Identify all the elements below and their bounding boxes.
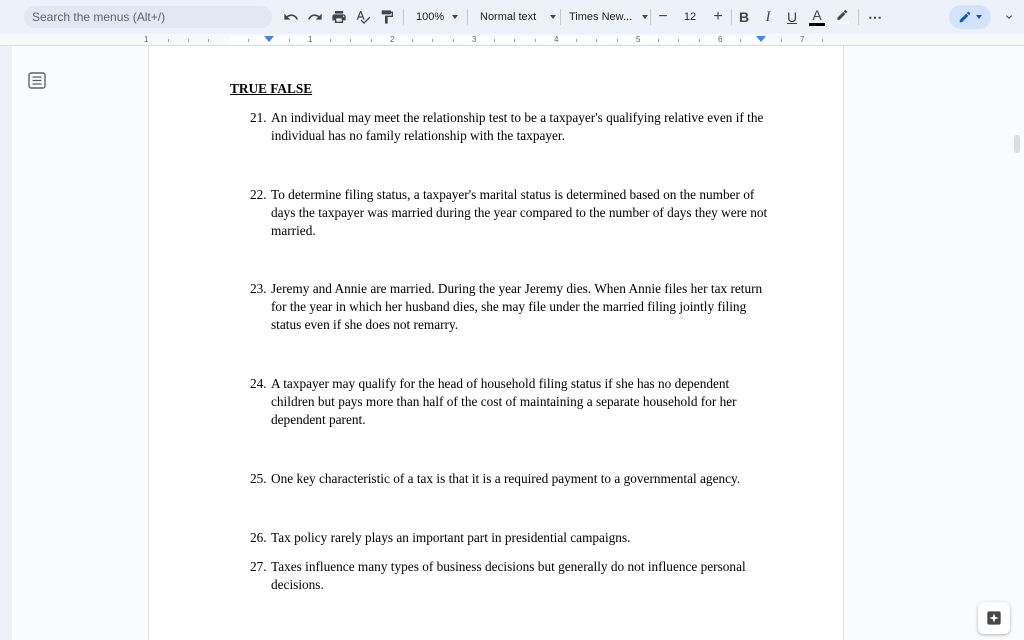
- list-item: [250, 186, 770, 240]
- font-value: Times New...: [569, 11, 633, 23]
- item-text: A taxpayer may qualify for the head of household filing status if she has no dependent children but pays more than half of the cost of maintaining a separate household for her dependent parent.: [271, 376, 737, 427]
- toolbar-divider: [560, 9, 561, 25]
- chevron-down-icon: [452, 15, 458, 19]
- chevron-down-icon: [642, 15, 648, 19]
- list-item: [250, 470, 770, 488]
- ruler-number: 1: [308, 35, 313, 44]
- ruler-number: 4: [554, 35, 559, 44]
- item-number: 23.: [250, 281, 267, 296]
- item-number: 25.: [250, 471, 267, 486]
- list-item: [250, 280, 770, 334]
- item-text: Taxes influence many types of business decisions but generally do not influence personal decisions.: [271, 559, 746, 592]
- style-select[interactable]: [480, 7, 556, 27]
- ruler-tick: [188, 39, 189, 42]
- ruler-tick: [453, 39, 454, 42]
- redo-icon[interactable]: [306, 7, 324, 27]
- left-indent-marker[interactable]: [264, 36, 274, 42]
- ruler-tick: [781, 39, 782, 42]
- font-select[interactable]: [569, 7, 648, 27]
- bold-icon[interactable]: B: [738, 9, 750, 25]
- ruler-tick: [371, 39, 372, 42]
- style-value: Normal text: [480, 11, 537, 23]
- item-text: One key characteristic of a tax is that it is a required payment to a governmental agency.: [271, 471, 741, 486]
- ruler-tick: [596, 39, 597, 42]
- right-indent-marker[interactable]: [756, 36, 766, 42]
- highlight-pen-icon[interactable]: [833, 7, 851, 27]
- more-options-icon[interactable]: ⋯: [868, 8, 882, 25]
- explore-sparkle-icon: [986, 610, 1002, 626]
- ruler-tick: [330, 39, 331, 42]
- item-number: 24.: [250, 376, 267, 391]
- print-icon[interactable]: [330, 7, 348, 27]
- ruler-tick: [658, 39, 659, 42]
- item-text: Tax policy rarely plays an important part in presidential campaigns.: [271, 530, 631, 545]
- font-size-input[interactable]: 12: [683, 11, 697, 23]
- toolbar-divider: [467, 9, 468, 25]
- ruler-tick: [289, 39, 290, 42]
- item-number: 21.: [250, 110, 267, 125]
- increase-font-size-button[interactable]: +: [713, 8, 723, 25]
- item-number: 22.: [250, 187, 267, 202]
- list-item: [250, 558, 770, 594]
- editing-mode-button[interactable]: [949, 5, 991, 29]
- list-item: [250, 529, 770, 547]
- left-gutter: [0, 46, 12, 640]
- item-number: 27.: [250, 559, 267, 574]
- item-text: To determine filing status, a taxpayer's marital status is determined based on the number of days the taxpayer was married during the year compared to the number of days they were not married.: [271, 187, 768, 238]
- ruler-tick: [576, 39, 577, 42]
- collapse-toolbar-icon[interactable]: [1000, 7, 1018, 27]
- ruler-number: 3: [472, 35, 477, 44]
- ruler-tick: [678, 39, 679, 42]
- ruler-tick: [208, 39, 209, 42]
- decrease-font-size-button[interactable]: −: [658, 8, 668, 25]
- zoom-select[interactable]: [416, 7, 458, 27]
- toolbar-divider: [731, 9, 732, 25]
- ruler-tick: [432, 39, 433, 42]
- document-outline-icon[interactable]: [28, 72, 46, 89]
- undo-icon[interactable]: [282, 7, 300, 27]
- ruler-tick: [699, 39, 700, 42]
- ruler-tick: [494, 39, 495, 42]
- chevron-down-icon: [550, 15, 556, 19]
- spellcheck-icon[interactable]: [354, 7, 372, 27]
- list-item: [250, 375, 770, 429]
- toolbar-divider: [403, 9, 404, 25]
- ruler-tick: [412, 39, 413, 42]
- ruler-tick: [617, 39, 618, 42]
- ruler-tick: [514, 39, 515, 42]
- search-menus-input[interactable]: Search the menus (Alt+/): [24, 6, 272, 28]
- text-color-icon[interactable]: A: [808, 7, 826, 27]
- ruler-number: 2: [390, 35, 395, 44]
- toolbar-divider: [650, 9, 651, 25]
- zoom-value: 100%: [416, 11, 445, 23]
- explore-button[interactable]: [978, 602, 1010, 634]
- toolbar: [0, 0, 1024, 34]
- ruler-tick: [740, 39, 741, 42]
- ruler-tick: [168, 39, 169, 42]
- item-number: 26.: [250, 530, 267, 545]
- item-text: An individual may meet the relationship test to be a taxpayer's qualifying relative even if the individual has no family relationship with the taxpayer.: [271, 110, 764, 143]
- pencil-icon: [958, 10, 972, 24]
- ruler-tick: [822, 39, 823, 42]
- list-item: [250, 109, 770, 145]
- ruler-tick: [535, 39, 536, 42]
- paint-format-icon[interactable]: [378, 7, 396, 27]
- section-heading: TRUE FALSE: [230, 81, 313, 96]
- ruler-number: 5: [636, 35, 641, 44]
- ruler-tick: [350, 39, 351, 42]
- toolbar-divider: [858, 9, 859, 25]
- vertical-scrollbar[interactable]: [1014, 135, 1020, 153]
- chevron-down-icon: [976, 15, 982, 19]
- italic-icon[interactable]: I: [765, 8, 771, 25]
- ruler-number: 7: [800, 35, 805, 44]
- ruler-tick: [248, 39, 249, 42]
- horizontal-ruler[interactable]: [0, 34, 1024, 46]
- item-text: Jeremy and Annie are married. During the year Jeremy dies. When Annie files her tax return for the year in which her husband dies, she may file under the married filing jointly filing status even if she does not remarry.: [271, 281, 763, 332]
- ruler-number: 6: [718, 35, 723, 44]
- underline-icon[interactable]: U: [786, 9, 798, 25]
- ruler-number: 1: [144, 35, 149, 44]
